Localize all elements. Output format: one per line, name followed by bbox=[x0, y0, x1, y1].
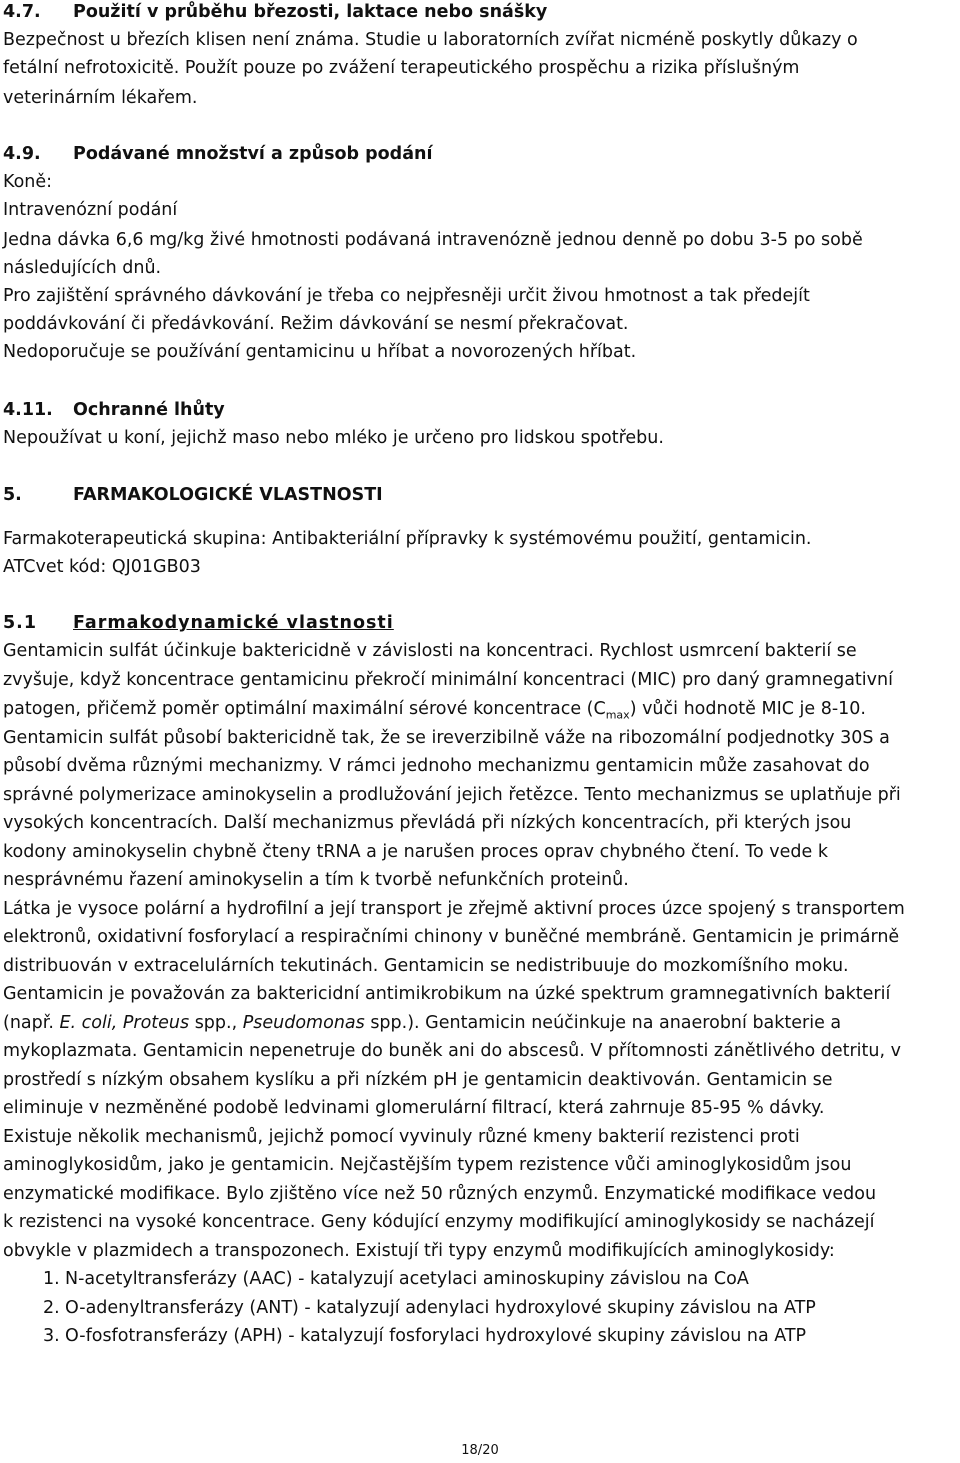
list-number: 3. bbox=[43, 1326, 60, 1346]
atcvet-code: ATCvet kód: QJ01GB03 bbox=[3, 557, 201, 577]
paragraph-line: k rezistenci na vysoké koncentrace. Geny kódující enzymy modifikující aminoglykosidy se nacházejí bbox=[3, 1212, 875, 1232]
section-number: 4.7. bbox=[3, 2, 41, 22]
section-heading-4-7 bbox=[3, 0, 547, 24]
section-number: 4.9. bbox=[3, 144, 41, 164]
paragraph-line: Farmakoterapeutická skupina: Antibakteriální přípravky k systémovému použití, gentamicin. bbox=[3, 529, 812, 549]
paragraph-line: poddávkování či předávkování. Režim dávkování se nesmí překračovat. bbox=[3, 314, 629, 334]
page-number: 18/20 bbox=[461, 1443, 499, 1458]
paragraph-line: následujících dnů. bbox=[3, 258, 162, 278]
paragraph-line: fetální nefrotoxicitě. Použít pouze po zvážení terapeutického prospěchu a rizika příslušným bbox=[3, 58, 800, 78]
section-title: Použití v průběhu březosti, laktace nebo snášky bbox=[73, 2, 548, 22]
paragraph-line: správné polymerizace aminokyselin a prodlužování jejich řetězce. Tento mechanizmus se uplatňuje při bbox=[3, 785, 901, 805]
paragraph-line: (např. E. coli, Proteus spp., Pseudomonas spp.). Gentamicin neúčinkuje na anaerobní bakterie a bbox=[3, 1013, 842, 1033]
paragraph-line: enzymatické modifikace. Bylo zjištěno více než 50 různých enzymů. Enzymatické modifikace vedou bbox=[3, 1184, 877, 1204]
paragraph-line: distribuován v extracelulárních tekutinách. Gentamicin se nedistribuuje do mozkomíšního moku. bbox=[3, 956, 849, 976]
paragraph-line: Jedna dávka 6,6 mg/kg živé hmotnosti podávaná intravenózně jednou denně po dobu 3-5 po sobě bbox=[3, 230, 863, 250]
paragraph-line: prostředí s nízkým obsahem kyslíku a při nízkém pH je gentamicin deaktivován. Gentamicin se bbox=[3, 1070, 833, 1090]
section-heading-4-11 bbox=[3, 398, 225, 422]
section-title: FARMAKOLOGICKÉ VLASTNOSTI bbox=[73, 485, 383, 505]
paragraph-line: Existuje několik mechanismů, jejichž pomocí vyvinuly různé kmeny bakterií rezistenci proti bbox=[3, 1127, 800, 1147]
paragraph-line: Gentamicin je považován za baktericidní antimikrobikum na úzké spektrum gramnegativních bakterií bbox=[3, 984, 891, 1004]
section-title: Ochranné lhůty bbox=[73, 400, 225, 420]
list-number: 2. bbox=[43, 1298, 60, 1318]
paragraph-line: působí dvěma různými mechanizmy. V rámci jednoho mechanizmu gentamicin může zasahovat do bbox=[3, 756, 870, 776]
section-heading-5 bbox=[3, 483, 383, 507]
list-text: O-fosfotransferázy (APH) - katalyzují fosforylaci hydroxylové skupiny závislou na ATP bbox=[65, 1326, 807, 1346]
paragraph-line: Látka je vysoce polární a hydrofilní a její transport je zřejmě aktivní proces úzce spojený s transportem bbox=[3, 899, 905, 919]
list-text: N-acetyltransferázy (AAC) - katalyzují acetylaci aminoskupiny závislou na CoA bbox=[65, 1269, 749, 1289]
section-heading-4-9 bbox=[3, 142, 432, 166]
paragraph-line: vysokých koncentracích. Další mechanizmus převládá při nízkých koncentracích, při kterých jsou bbox=[3, 813, 852, 833]
section-number: 5.1 bbox=[3, 613, 38, 633]
list-item bbox=[43, 1267, 749, 1291]
paragraph-line: eliminuje v nezměněné podobě ledvinami glomerulární filtrací, která zahrnuje 85-95 % dávky. bbox=[3, 1098, 825, 1118]
section-title: Farmakodynamické vlastnosti bbox=[73, 613, 394, 633]
paragraph-line: zvyšuje, když koncentrace gentamicinu překročí minimální koncentraci (MIC) pro daný gramnegativní bbox=[3, 670, 893, 690]
subscript-max: max bbox=[605, 708, 630, 722]
section-number: 5. bbox=[3, 485, 22, 505]
paragraph-line: Bezpečnost u březích klisen není známa. Studie u laboratorních zvířat nicméně poskytly důkazy o bbox=[3, 30, 858, 50]
section-title: Podávané množství a způsob podání bbox=[73, 144, 433, 164]
paragraph-line: elektronů, oxidativní fosforylací a respiračními chinony v buněčné membráně. Gentamicin je primárně bbox=[3, 927, 900, 947]
list-text: O-adenyltransferázy (ANT) - katalyzují adenylaci hydroxylové skupiny závislou na ATP bbox=[65, 1298, 816, 1318]
paragraph-line: Pro zajištění správného dávkování je třeba co nejpřesněji určit živou hmotnost a tak předejít bbox=[3, 286, 810, 306]
paragraph-line: veterinárním lékařem. bbox=[3, 88, 198, 108]
list-item bbox=[43, 1324, 806, 1348]
route-label: Intravenózní podání bbox=[3, 200, 178, 220]
paragraph-line: Gentamicin sulfát účinkuje baktericidně v závislosti na koncentraci. Rychlost usmrcení bakterií se bbox=[3, 641, 857, 661]
paragraph-line: aminoglykosidům, jako je gentamicin. Nejčastějším typem rezistence vůči aminoglykosidům jsou bbox=[3, 1155, 852, 1175]
list-number: 1. bbox=[43, 1269, 60, 1289]
list-item bbox=[43, 1296, 816, 1320]
paragraph-line: nesprávnému řazení aminokyselin a tím k tvorbě nefunkčních proteinů. bbox=[3, 870, 629, 890]
paragraph-line: Gentamicin sulfát působí baktericidně tak, že se ireverzibilně váže na ribozomální podjednotky 30S a bbox=[3, 728, 890, 748]
paragraph-line: patogen, přičemž poměr optimální maximální sérové koncentrace $(C_{max})$ vůči hodnotě MIC je 8-10. bbox=[3, 699, 866, 722]
section-heading-5-1 bbox=[3, 611, 394, 635]
species-label: Koně: bbox=[3, 172, 53, 192]
paragraph-line: mykoplazmata. Gentamicin nepenetruje do buněk ani do abscesů. V přítomnosti zánětlivého detritu, v bbox=[3, 1041, 901, 1061]
section-number: 4.11. bbox=[3, 400, 53, 420]
paragraph-line: Nepoužívat u koní, jejichž maso nebo mléko je určeno pro lidskou spotřebu. bbox=[3, 428, 664, 448]
paragraph-line: obvykle v plazmidech a transpozonech. Existují tři typy enzymů modifikujících aminoglykosidy: bbox=[3, 1241, 835, 1261]
paragraph-line: kodony aminokyselin chybně čteny tRNA a je narušen proces oprav chybného čtení. To vede k bbox=[3, 842, 828, 862]
paragraph-line: Nedoporučuje se používání gentamicinu u hříbat a novorozených hříbat. bbox=[3, 342, 637, 362]
